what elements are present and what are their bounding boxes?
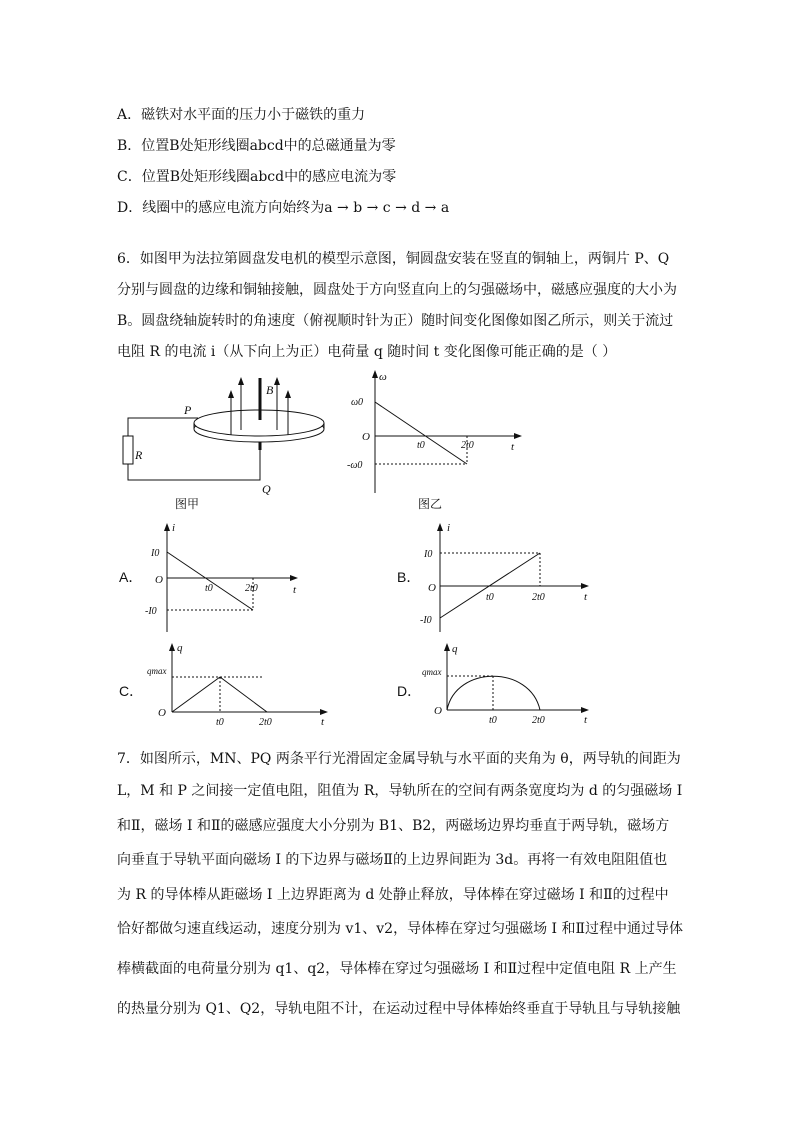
q6-line-2: 分别与圆盘的边缘和铜轴接触，圆盘处于方向竖直向上的匀强磁场中，磁感应强度的大小为 xyxy=(117,282,677,298)
figure-yi-omega-graph xyxy=(345,368,535,498)
label-2t0: 2t0 xyxy=(461,440,474,451)
caption-figure-yi: 图乙 xyxy=(418,497,443,511)
label-i0: I0 xyxy=(151,548,160,559)
q7-line-2: L，M 和 P 之间接一定值电阻，阻值为 R，导轨所在的空间有两条宽度均为 d 的匀强磁场 I xyxy=(117,783,683,799)
label-origin: O xyxy=(158,707,166,719)
label-origin: O xyxy=(428,582,436,594)
axis-label-q: q xyxy=(452,643,458,655)
q7-line-6: 恰好都做匀速直线运动，速度分别为 v1、v2，导体棒在穿过匀强磁场 I 和Ⅱ过程中通过导体 xyxy=(117,921,684,937)
axis-label-omega: ω xyxy=(379,371,387,383)
label-neg-omega0: -ω0 xyxy=(347,460,363,471)
current-line xyxy=(167,552,253,610)
q7-line-3: 和Ⅱ，磁场 I 和Ⅱ的磁感应强度大小分别为 B1、B2，两磁场边界均垂直于两导轨，磁场方 xyxy=(117,818,670,834)
label-neg-i0: -I0 xyxy=(420,615,432,626)
axis-label-q: q xyxy=(177,642,183,654)
q7-line-1: 7．如图所示，MN、PQ 两条平行光滑固定金属导轨与水平面的夹角为 θ，两导轨的间距为 xyxy=(117,751,681,767)
axis-label-t: t xyxy=(293,584,297,596)
q6-option-b-label: B． xyxy=(397,569,421,585)
q5-option-d: D．线圈中的感应电流方向始终为a → b → c → d → a xyxy=(117,200,450,216)
label-r: R xyxy=(135,448,143,462)
charge-fall xyxy=(220,677,267,712)
label-qmax: qmax xyxy=(147,666,167,676)
figure-jia-disk-generator xyxy=(120,370,340,505)
q6-option-d-graph xyxy=(418,640,598,730)
axis-label-t: t xyxy=(584,714,588,726)
q6-option-a-graph xyxy=(145,520,315,635)
axis-label-i: i xyxy=(447,522,451,534)
q5-option-b: B．位置B处矩形线圈abcd中的总磁通量为零 xyxy=(117,138,396,154)
q6-line-3: B。圆盘绕轴旋转时的角速度（俯视顺时针为正）随时间变化图像如图乙所示，则关于流过 xyxy=(117,313,674,329)
charge-rise xyxy=(172,677,220,712)
q6-option-b-graph xyxy=(418,520,598,635)
label-qmax: qmax xyxy=(422,667,442,677)
label-p: P xyxy=(184,403,192,417)
label-t0: t0 xyxy=(486,592,494,603)
q6-line-4: 电阻 R 的电流 i（从下向上为正）电荷量 q 随时间 t 变化图像可能正确的是（ ） xyxy=(117,344,617,360)
label-t0: t0 xyxy=(216,717,224,728)
q7-line-5: 为 R 的导体棒从距磁场 I 上边界距离为 d 处静止释放，导体棒在穿过磁场 I 和Ⅱ的过程中 xyxy=(117,887,669,903)
label-t0: t0 xyxy=(489,715,497,726)
axis-label-t: t xyxy=(511,441,515,453)
label-2t0: 2t0 xyxy=(245,583,258,594)
axis-label-i: i xyxy=(172,522,176,534)
q5-option-c: C．位置B处矩形线圈abcd中的感应电流为零 xyxy=(117,169,397,185)
label-t0: t0 xyxy=(417,440,425,451)
label-2t0: 2t0 xyxy=(532,592,545,603)
label-2t0: 2t0 xyxy=(532,715,545,726)
q7-line-7: 棒横截面的电荷量分别为 q1、q2，导体棒在穿过匀强磁场 I 和Ⅱ过程中定值电阻 R 上产生 xyxy=(117,961,677,977)
resistor xyxy=(123,436,133,464)
label-origin: O xyxy=(362,431,370,443)
label-t0: t0 xyxy=(205,583,213,594)
q5-option-a: A．磁铁对水平面的压力小于磁铁的重力 xyxy=(117,107,366,123)
omega-line xyxy=(375,402,467,464)
label-q: Q xyxy=(262,482,271,496)
label-omega0: ω0 xyxy=(351,397,364,408)
q6-option-c-label: C． xyxy=(119,683,144,699)
label-neg-i0: -I0 xyxy=(145,606,157,617)
axis-label-t: t xyxy=(321,716,325,728)
label-origin: O xyxy=(434,705,442,717)
label-2t0: 2t0 xyxy=(259,717,272,728)
axis-label-t: t xyxy=(584,591,588,603)
q6-option-c-graph xyxy=(145,640,335,730)
label-origin: O xyxy=(155,574,163,586)
caption-figure-jia: 图甲 xyxy=(175,497,200,511)
label-b: B xyxy=(266,383,274,397)
q6-option-d-label: D． xyxy=(397,683,422,699)
q6-line-1: 6．如图甲为法拉第圆盘发电机的模型示意图，铜圆盘安装在竖直的铜轴上，两铜片 P、Q xyxy=(117,251,670,267)
label-i0: I0 xyxy=(424,549,433,560)
q7-line-4: 向垂直于导轨平面向磁场 I 的下边界与磁场Ⅱ的上边界间距为 3d。再将一有效电阻阻值也 xyxy=(117,852,668,868)
q6-option-a-label: A． xyxy=(119,569,143,585)
q7-line-8: 的热量分别为 Q1、Q2，导轨电阻不计，在运动过程中导体棒始终垂直于导轨且与导轨接触 xyxy=(117,1001,681,1017)
